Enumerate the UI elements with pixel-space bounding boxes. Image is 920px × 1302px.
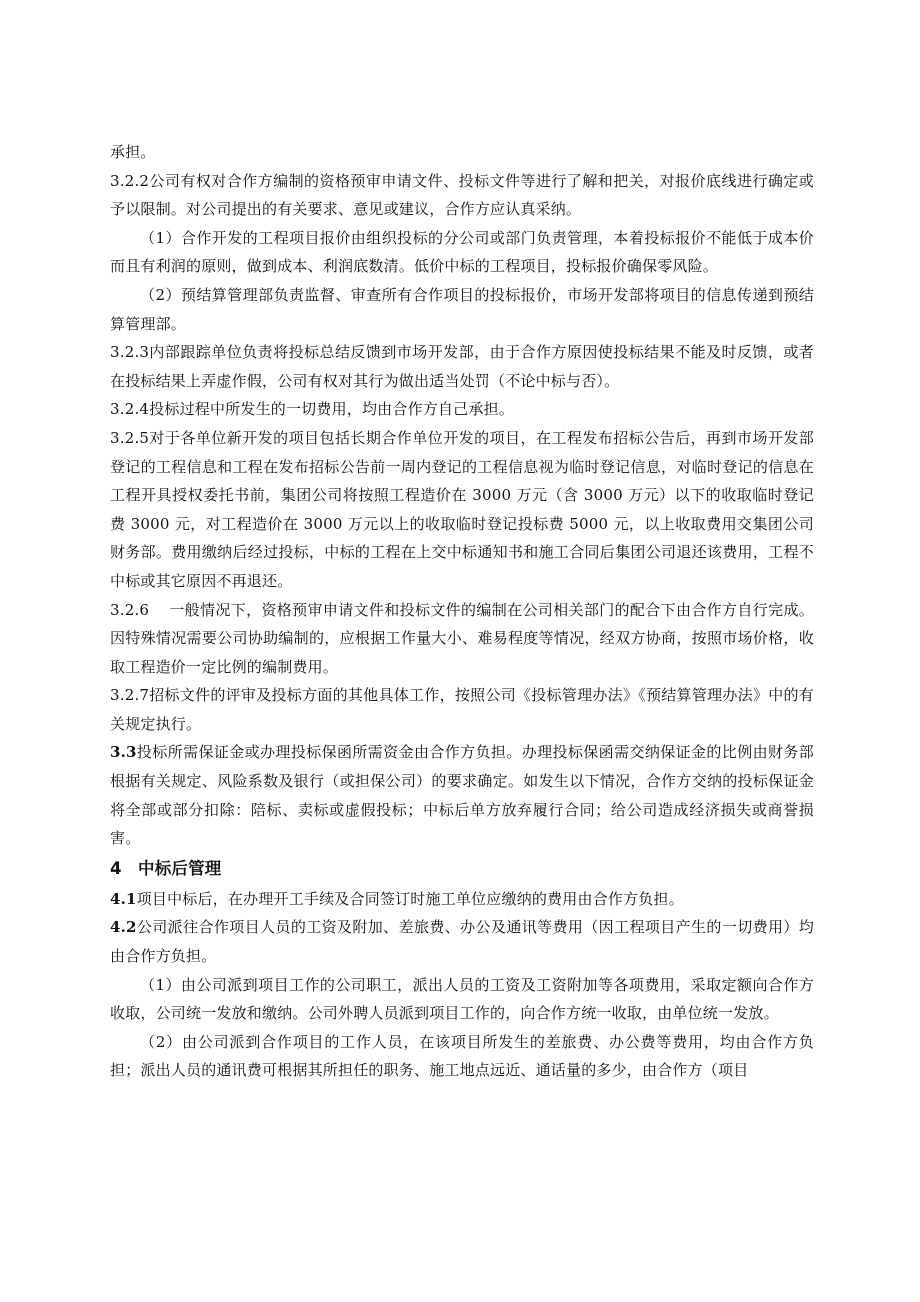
clause-number: 4.1 (110, 889, 137, 908)
section-title: 中标后管理 (138, 858, 222, 878)
clause-number: 3.2.7 (110, 686, 150, 705)
clause-number: 3.2.3 (110, 343, 150, 362)
paragraph-continuation: 承担。 (110, 143, 156, 161)
clause-text: 内部跟踪单位负责将投标总结反馈到市场开发部，由于合作方原因使投标结果不能及时反馈，或者在投标结果上弄虚作假，公司有权对其行为做出适当处罚（不论中标与否）。 (110, 343, 814, 390)
clause-text: 公司派往合作项目人员的工资及附加、差旅费、办公及通讯等费用（因工程项目产生的一切费用）均由合作方负担。 (110, 918, 814, 966)
sub-item-2: （2）预结算管理部负责监督、审查所有合作项目的投标报价，市场开发部将项目的信息传递到预结算管理部。 (110, 285, 814, 333)
clause-text: 招标文件的评审及投标方面的其他具体工作，按照公司《投标管理办法》《预结算管理办法》中的有关规定执行。 (110, 686, 814, 733)
clause-text: 项目中标后，在办理开工手续及合同签订时施工单位应缴纳的费用由合作方负担。 (136, 889, 684, 908)
sub-item-1-staff: （1）由公司派到项目工作的公司职工，派出人员的工资及工资附加等各项费用，采取定额向合作方收取，公司统一发放和缴纳。公司外聘人员派到项目工作的，向合作方统一收取，由单位统一发放。 (110, 975, 814, 1023)
clause-3-2-4 (110, 395, 814, 424)
clause-text: 投标所需保证金或办理投标保函所需资金由合作方负担。办理投标保函需交纳保证金的比例由财务部根据有关规定、风险系数及银行（或担保公司）的要求确定。如发生以下情况，合作方交纳的投标保证金将全部或部分扣除：陪标、卖标或虚假投标；中标后单方放弃履行合同；给公司造成经济损失或商誉损害。 (110, 743, 814, 848)
clause-4-1 (110, 885, 814, 914)
clause-text: 对于各单位新开发的项目包括长期合作单位开发的项目，在工程发布招标公告后，再到市场开发部登记的工程信息和工程在发布招标公告前一周内登记的工程信息视为临时登记信息，对临时登记的信息在工程开具授权委托书前，集团公司将按照工程造价在 3000 万元（含 3000 万元）以下的收取临时登记费 3000 元，对工程造价在 3000 万元以上的收取临时登记投标费 5000 元，以上收取费用交集团公司财务部。费用缴纳后经过投标，中标的工程在上交中标通知书和施工合同后集团公司退还该费用，工程不中标或其它原因不再退还。 (110, 428, 814, 590)
clause-3-2-6 (110, 596, 814, 682)
clause-4-2 (110, 913, 814, 970)
clause-text: 投标过程中所发生的一切费用，均由合作方自己承担。 (149, 400, 514, 419)
clause-text: 一般情况下，资格预审申请文件和投标文件的编制在公司相关部门的配合下由合作方自行完成。因特殊情况需要公司协助编制的，应根据工作量大小、难易程度等情况，经双方协商，按照市场价格，收取工程造价一定比例的编制费用。 (110, 600, 814, 676)
sub-item-2-expenses: （2）由公司派到合作项目的工作人员，在该项目所发生的差旅费、办公费等费用，均由合作方负担；派出人员的通讯费可根据其所担任的职务、施工地点远近、通话量的多少，由合作方（项目 (110, 1032, 814, 1080)
clause-3-3 (110, 738, 814, 852)
clause-3-2-5 (110, 424, 814, 596)
section-number: 4 (110, 858, 122, 878)
document-page (110, 138, 814, 1085)
clause-3-2-7 (110, 681, 814, 738)
clause-3-2-3 (110, 338, 814, 395)
clause-number: 3.2.2 (110, 171, 150, 190)
sub-item-1: （1）合作开发的工程项目报价由组织投标的分公司或部门负责管理，本着投标报价不能低于成本价而且有利润的原则，做到成本、利润底数清。低价中标的工程项目，投标报价确保零风险。 (110, 228, 814, 276)
section-heading-4 (110, 853, 814, 885)
clause-number: 4.2 (110, 918, 137, 937)
clause-number: 3.3 (110, 743, 137, 762)
clause-number: 3.2.5 (110, 428, 150, 447)
clause-text: 公司有权对合作方编制的资格预审申请文件、投标文件等进行了解和把关，对报价底线进行确定或予以限制。对公司提出的有关要求、意见或建议，合作方应认真采纳。 (110, 171, 814, 219)
clause-3-2-2 (110, 167, 814, 224)
clause-number: 3.2.4 (110, 400, 150, 419)
clause-number: 3.2.6 (110, 600, 150, 619)
